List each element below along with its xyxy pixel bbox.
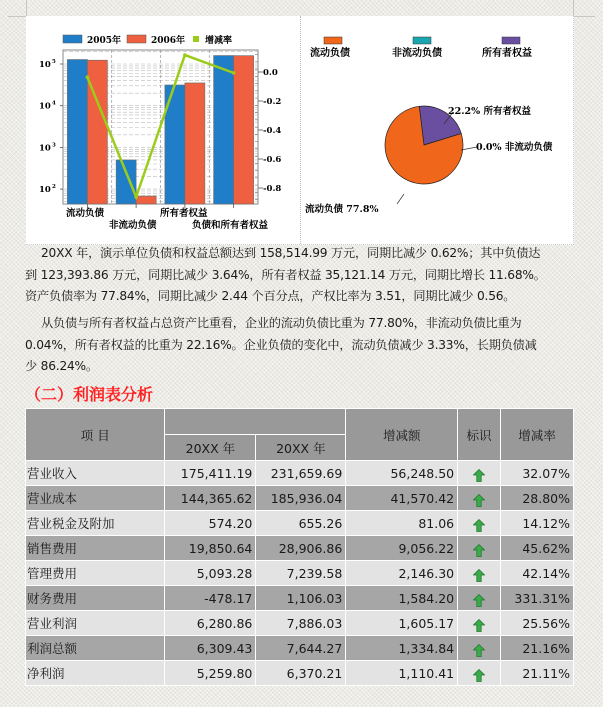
table-row: [26, 536, 574, 561]
table-row: [26, 636, 574, 661]
table-row: [26, 511, 574, 536]
row-name: 管理费用: [26, 561, 165, 586]
row-year2-value: 231,659.69: [256, 461, 346, 486]
bar-2005: [116, 160, 136, 204]
left-tick-exp: 4: [52, 100, 56, 107]
row-change-value: 41,570.42: [346, 486, 458, 511]
flag-cell: [458, 561, 501, 586]
x-label-owners-equity: 所有者权益: [160, 208, 208, 219]
row-rate-value: 331.31%: [501, 586, 574, 611]
row-change-value: 1,584.20: [346, 586, 458, 611]
row-change-value: 1,110.41: [346, 661, 458, 686]
left-tick: [39, 101, 63, 112]
row-change-value: 9,056.22: [346, 536, 458, 561]
bar-2006: [234, 56, 254, 204]
pie-legend-swatch-noncurrent: [413, 37, 431, 44]
chart-frame: [26, 16, 574, 245]
row-change-value: 1,605.17: [346, 611, 458, 636]
row-name: 营业成本: [26, 486, 165, 511]
pie-legend-label-current: 流动负债: [310, 48, 350, 59]
header-year1: 20XX 年: [165, 435, 256, 461]
bar-chart-legend: [63, 34, 232, 46]
row-change-value: 56,248.50: [346, 461, 458, 486]
row-name: 营业收入: [26, 461, 165, 486]
row-rate-value: 21.16%: [501, 636, 574, 661]
row-year1-value: 574.20: [165, 511, 256, 536]
row-name: 销售费用: [26, 536, 165, 561]
row-change-value: 81.06: [346, 511, 458, 536]
flag-cell: [458, 636, 501, 661]
pie-chart: [301, 16, 573, 244]
header-item: 项 目: [26, 409, 165, 461]
para2-line1: 从负债与所有者权益占总资产比重看，企业的流动负债比重为 77.80%，非流动负债比重为: [41, 316, 522, 330]
rate-point: [183, 53, 187, 57]
para1-line1: 20XX 年，演示单位负债和权益总额达到 158,514.99 万元，同期比减少 0.62%；其中负债达: [41, 246, 541, 260]
table-row: [26, 661, 574, 686]
table-row: [26, 486, 574, 511]
row-rate-value: 21.11%: [501, 661, 574, 686]
row-rate-value: 25.56%: [501, 611, 574, 636]
legend-label-2005: 2005年: [87, 36, 122, 46]
left-tick-base: 10: [39, 101, 51, 112]
row-name: 营业利润: [26, 611, 165, 636]
x-label-current-liabilities: 流动负债: [66, 208, 105, 219]
legend-label-rate: 增减率: [205, 36, 233, 46]
pie-legend-swatch-equity: [502, 37, 520, 44]
para1-line3: 资产负债率为 77.84%，同期比减少 2.44 个百分点，产权比率为 3.51，同期比减少 0.56。: [25, 289, 516, 303]
para2-line3: 少 86.24%。: [25, 359, 98, 373]
row-name: 利润总额: [26, 636, 165, 661]
flag-cell: [458, 661, 501, 686]
row-year2-value: 7,239.58: [256, 561, 346, 586]
header-flag: 标识: [458, 409, 501, 461]
table-row: [26, 586, 574, 611]
row-year1-value: 19,850.64: [165, 536, 256, 561]
pie-label-noncurrent: 0.0% 非流动负债: [476, 142, 553, 153]
row-year1-value: 5,259.80: [165, 661, 256, 686]
x-label-noncurrent-liabilities: 非流动负债: [109, 220, 157, 231]
row-year1-value: -478.17: [165, 586, 256, 611]
income-statement-table: [25, 408, 574, 686]
right-tick-label: -0.8: [263, 184, 282, 194]
pie-legend-label-noncurrent: 非流动负债: [392, 48, 442, 59]
row-year1-value: 144,365.62: [165, 486, 256, 511]
rate-point: [86, 75, 90, 79]
header-change: 增减额: [346, 409, 458, 461]
row-year1-value: 175,411.19: [165, 461, 256, 486]
header-year2: 20XX 年: [256, 435, 346, 461]
flag-cell: [458, 586, 501, 611]
bar-2005: [67, 60, 87, 204]
up-arrow-icon: [473, 619, 485, 632]
pie-legend-label-equity: 所有者权益: [482, 48, 532, 59]
x-label-total: 负债和所有者权益: [192, 220, 269, 231]
flag-cell: [458, 486, 501, 511]
rate-point: [232, 71, 236, 75]
rate-point: [134, 195, 138, 199]
row-year2-value: 6,370.21: [256, 661, 346, 686]
para2-line2: 0.04%，所有者权益的比重为 22.16%。企业负债的变化中，流动负债减少 3.33%，长期负债减: [25, 337, 537, 352]
row-name: 营业税金及附加: [26, 511, 165, 536]
crop-mark: [573, 0, 574, 16]
left-tick-base: 10: [39, 185, 51, 196]
header-rate: 增减率: [501, 409, 574, 461]
balance-summary-paragraph: [0, 243, 603, 308]
right-tick-label: -0.4: [263, 126, 282, 136]
row-rate-value: 45.62%: [501, 536, 574, 561]
left-tick: [39, 184, 63, 195]
legend-swatch-2006: [127, 35, 146, 43]
left-tick-base: 10: [39, 143, 51, 154]
left-tick: [39, 142, 63, 153]
pie-chart-legend: [310, 37, 532, 59]
pie-label-current: 流动负债 77.8%: [305, 204, 379, 215]
pie-label-equity: 22.2% 所有者权益: [448, 106, 531, 117]
proportion-paragraph: [0, 313, 603, 378]
bar-2005: [214, 56, 234, 204]
left-tick-base: 10: [39, 60, 51, 70]
bar-2006: [136, 196, 156, 204]
flag-cell: [458, 511, 501, 536]
header-years-group: [165, 409, 346, 435]
legend-swatch-2005: [63, 35, 82, 43]
row-year2-value: 7,644.27: [256, 636, 346, 661]
right-tick-label: 0.0: [263, 68, 278, 78]
row-name: 财务费用: [26, 586, 165, 611]
table-row: [26, 611, 574, 636]
row-rate-value: 42.14%: [501, 561, 574, 586]
right-tick-label: -0.6: [263, 155, 282, 165]
crop-mark: [8, 16, 26, 17]
up-arrow-icon: [473, 594, 485, 607]
legend-swatch-rate: [193, 36, 199, 42]
table-row: [26, 461, 574, 486]
table-row: [26, 561, 574, 586]
bar-2006: [185, 83, 205, 204]
row-year2-value: 28,906.86: [256, 536, 346, 561]
up-arrow-icon: [473, 519, 485, 532]
up-arrow-icon: [473, 469, 485, 482]
up-arrow-icon: [473, 494, 485, 507]
row-rate-value: 14.12%: [501, 511, 574, 536]
flag-cell: [458, 611, 501, 636]
up-arrow-icon: [473, 644, 485, 657]
left-tick-exp: 3: [52, 142, 56, 149]
left-tick-exp: 5: [52, 59, 56, 65]
row-year1-value: 6,280.86: [165, 611, 256, 636]
row-rate-value: 28.80%: [501, 486, 574, 511]
row-year2-value: 1,106.03: [256, 586, 346, 611]
row-rate-value: 32.07%: [501, 461, 574, 486]
row-change-value: 1,334.84: [346, 636, 458, 661]
leader-line-current: [397, 194, 404, 204]
up-arrow-icon: [473, 544, 485, 557]
section-title: （二）利润表分析: [25, 385, 154, 404]
left-tick-exp: 2: [52, 184, 56, 191]
up-arrow-icon: [473, 669, 485, 682]
row-year1-value: 5,093.28: [165, 561, 256, 586]
pie-legend-swatch-current: [324, 37, 342, 44]
crop-mark: [26, 0, 27, 16]
bar-chart: [26, 16, 300, 244]
legend-label-2006: 2006年: [151, 36, 186, 46]
row-name: 净利润: [26, 661, 165, 686]
row-year2-value: 185,936.04: [256, 486, 346, 511]
left-tick: [39, 59, 63, 70]
row-year2-value: 7,886.03: [256, 611, 346, 636]
crop-mark: [573, 16, 595, 17]
flag-cell: [458, 461, 501, 486]
right-tick-label: -0.2: [263, 97, 282, 107]
para1-line2: 到 123,393.86 万元，同期比减少 3.64%，所有者权益 35,121.14 万元，同期比增长 11.68%。: [25, 267, 546, 282]
row-year1-value: 6,309.43: [165, 636, 256, 661]
flag-cell: [458, 536, 501, 561]
row-year2-value: 655.26: [256, 511, 346, 536]
up-arrow-icon: [473, 569, 485, 582]
row-change-value: 2,146.30: [346, 561, 458, 586]
